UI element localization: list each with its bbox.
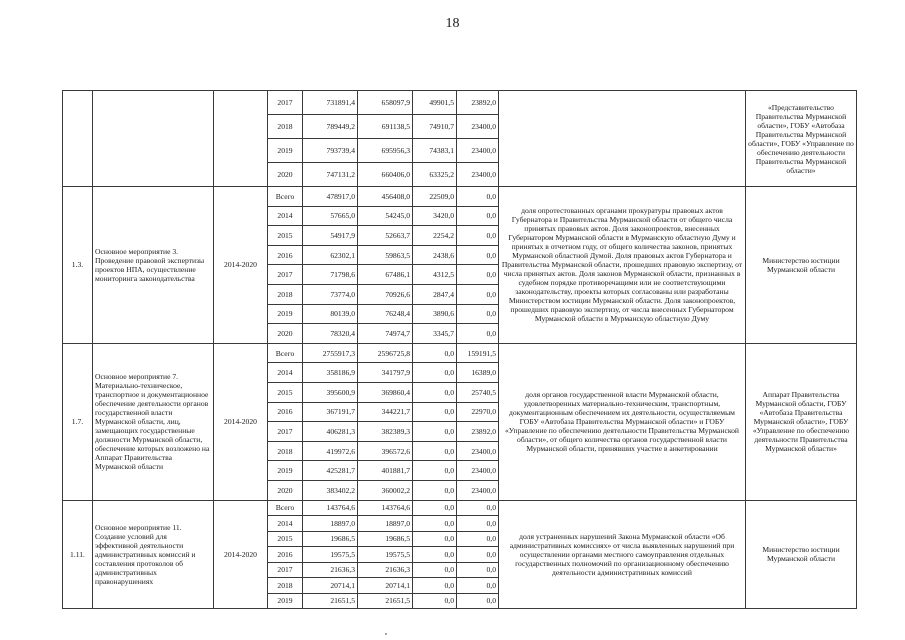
year-cell: 2017	[268, 562, 303, 578]
other-sources-cell: 0,0	[457, 593, 499, 609]
federal-budget-cell: 0,0	[413, 343, 457, 363]
other-sources-cell: 23892,0	[457, 422, 499, 442]
federal-budget-cell: 2438,6	[413, 245, 457, 265]
indicator-cell: доля устраненных нарушений Закона Мурманской области «Об административных комиссиях» от числа выявленных нарушений при осуществлении органами местного самоуправления отдельных государственных полномочий по организационному обеспечению деятельности административных комиссий	[499, 500, 746, 609]
regional-budget-cell: 401881,7	[358, 461, 413, 481]
regional-budget-cell: 2596725,8	[358, 343, 413, 363]
year-cell: 2020	[268, 163, 303, 187]
regional-budget-cell: 691138,5	[358, 115, 413, 139]
year-cell: 2018	[268, 115, 303, 139]
federal-budget-cell: 0,0	[413, 402, 457, 422]
other-sources-cell: 0,0	[457, 265, 499, 285]
year-cell: 2019	[268, 304, 303, 324]
item-number-cell: 1.11.	[63, 500, 93, 609]
federal-budget-cell: 0,0	[413, 441, 457, 461]
regional-budget-cell: 76248,4	[358, 304, 413, 324]
total-cell: 71798,6	[303, 265, 358, 285]
total-cell: 78320,4	[303, 324, 358, 344]
table-row	[63, 91, 857, 115]
other-sources-cell: 0,0	[457, 531, 499, 547]
other-sources-cell: 0,0	[457, 547, 499, 563]
year-cell: 2017	[268, 265, 303, 285]
period-cell: 2014-2020	[214, 343, 268, 500]
federal-budget-cell: 2254,2	[413, 226, 457, 246]
other-sources-cell: 159191,5	[457, 343, 499, 363]
total-cell: 747131,2	[303, 163, 358, 187]
total-cell: 62302,1	[303, 245, 358, 265]
total-cell: 19686,5	[303, 531, 358, 547]
regional-budget-cell: 382389,3	[358, 422, 413, 442]
regional-budget-cell: 341797,9	[358, 363, 413, 383]
indicator-cell	[499, 91, 746, 187]
total-cell: 80139,0	[303, 304, 358, 324]
year-cell: 2018	[268, 441, 303, 461]
federal-budget-cell: 0,0	[413, 593, 457, 609]
regional-budget-cell: 369860,4	[358, 382, 413, 402]
federal-budget-cell: 0,0	[413, 382, 457, 402]
federal-budget-cell: 0,0	[413, 547, 457, 563]
total-cell: 731891,4	[303, 91, 358, 115]
year-cell: 2019	[268, 461, 303, 481]
other-sources-cell: 0,0	[457, 324, 499, 344]
other-sources-cell: 23400,0	[457, 139, 499, 163]
year-cell: 2017	[268, 422, 303, 442]
federal-budget-cell: 0,0	[413, 480, 457, 500]
regional-budget-cell: 396572,6	[358, 441, 413, 461]
year-cell: 2016	[268, 245, 303, 265]
regional-budget-cell: 19686,5	[358, 531, 413, 547]
regional-budget-cell: 67486,1	[358, 265, 413, 285]
scan-speck	[385, 633, 387, 635]
regional-budget-cell: 52663,7	[358, 226, 413, 246]
other-sources-cell: 0,0	[457, 206, 499, 226]
year-cell: 2016	[268, 547, 303, 563]
other-sources-cell: 23400,0	[457, 441, 499, 461]
federal-budget-cell: 3345,7	[413, 324, 457, 344]
year-cell: 2018	[268, 284, 303, 304]
other-sources-cell: 0,0	[457, 500, 499, 516]
executor-cell: Министерство юстиции Мурманской области	[746, 187, 857, 344]
federal-budget-cell: 4312,5	[413, 265, 457, 285]
period-cell: 2014-2020	[214, 187, 268, 344]
year-cell: Всего	[268, 343, 303, 363]
total-cell: 19575,5	[303, 547, 358, 563]
activity-name-cell: Основное мероприятие 3. Проведение правовой экспертизы проектов НПА, осуществление мониторинга законодательства	[93, 187, 214, 344]
year-cell: 2014	[268, 363, 303, 383]
total-cell: 383402,2	[303, 480, 358, 500]
item-number-cell: 1.3.	[63, 187, 93, 344]
regional-budget-cell: 344221,7	[358, 402, 413, 422]
indicator-cell: доля органов государственной власти Мурманской области, удовлетворенных материально-техническим, транспортным, документационным обеспечением их деятельности, осуществляемым ГОБУ «Автобаза Правительства Мурманской области» и ГОБУ «Управление по обеспечению деятельности Правительства Мурманской области», от общего количества органов государственной власти Мурманской области, принявших участие в анкетировании	[499, 343, 746, 500]
total-cell: 143764,6	[303, 500, 358, 516]
total-cell: 21651,5	[303, 593, 358, 609]
federal-budget-cell: 63325,2	[413, 163, 457, 187]
item-number-cell: 1.7.	[63, 343, 93, 500]
total-cell: 406281,3	[303, 422, 358, 442]
regional-budget-cell: 59863,5	[358, 245, 413, 265]
other-sources-cell: 0,0	[457, 226, 499, 246]
regional-budget-cell: 658097,9	[358, 91, 413, 115]
activity-name-cell	[93, 91, 214, 187]
other-sources-cell: 0,0	[457, 516, 499, 532]
other-sources-cell: 0,0	[457, 562, 499, 578]
other-sources-cell: 0,0	[457, 245, 499, 265]
other-sources-cell: 23400,0	[457, 115, 499, 139]
year-cell: 2020	[268, 324, 303, 344]
executor-cell: Министерство юстиции Мурманской области	[746, 500, 857, 609]
regional-budget-cell: 21636,3	[358, 562, 413, 578]
total-cell: 395600,9	[303, 382, 358, 402]
regional-budget-cell: 456408,0	[358, 187, 413, 207]
other-sources-cell: 22970,0	[457, 402, 499, 422]
federal-budget-cell: 74910,7	[413, 115, 457, 139]
federal-budget-cell: 0,0	[413, 461, 457, 481]
year-cell: Всего	[268, 500, 303, 516]
year-cell: 2019	[268, 593, 303, 609]
year-cell: 2017	[268, 91, 303, 115]
other-sources-cell: 23400,0	[457, 480, 499, 500]
executor-cell: Аппарат Правительства Мурманской области, ГОБУ «Автобаза Правительства Мурманской области», ГОБУ «Управление по обеспечению деятельности Правительства Мурманской области»	[746, 343, 857, 500]
federal-budget-cell: 74383,1	[413, 139, 457, 163]
table-row	[63, 500, 857, 516]
federal-budget-cell: 0,0	[413, 562, 457, 578]
federal-budget-cell: 0,0	[413, 516, 457, 532]
federal-budget-cell: 0,0	[413, 422, 457, 442]
period-cell	[214, 91, 268, 187]
total-cell: 478917,0	[303, 187, 358, 207]
regional-budget-cell: 70926,6	[358, 284, 413, 304]
period-cell: 2014-2020	[214, 500, 268, 609]
federal-budget-cell: 49901,5	[413, 91, 457, 115]
table-row	[63, 187, 857, 207]
program-activities-table	[62, 90, 857, 609]
year-cell: 2015	[268, 226, 303, 246]
executor-cell: «Представительство Правительства Мурманской области», ГОБУ «Автобаза Правительства Мурманской области», ГОБУ «Управление по обеспечению деятельности Правительства Мурманской области»	[746, 91, 857, 187]
other-sources-cell: 0,0	[457, 578, 499, 594]
federal-budget-cell: 0,0	[413, 363, 457, 383]
table-row	[63, 343, 857, 363]
year-cell: Всего	[268, 187, 303, 207]
indicator-cell: доля опротестованных органами прокуратуры правовых актов Губернатора и Правительства Мурманской области от общего числа принятых правовых актов. Доля законопроектов, внесенных Губернатором Мурманской области в Мурманскую областную Думу и принятых в отчетном году, от общего количества законов, принятых Мурманской областной Думой. Доля правовых актов Губернатора и Правительства Мурманской области, прошедших правовую экспертизу, от числа принятых актов. Доля законов Мурманской области, признанных в судебном порядке противоречащими или не соответствующими законодательству, проекты которых согласованы или разработаны Министерством юстиции Мурманской области. Доля законопроектов, прошедших правовую экспертизу, от числа внесенных Губернатором Мурманской области в Мурманскую областную Думу	[499, 187, 746, 344]
federal-budget-cell: 2847,4	[413, 284, 457, 304]
other-sources-cell: 23892,0	[457, 91, 499, 115]
page-number: 18	[445, 16, 460, 31]
other-sources-cell: 0,0	[457, 304, 499, 324]
federal-budget-cell: 0,0	[413, 531, 457, 547]
total-cell: 789449,2	[303, 115, 358, 139]
year-cell: 2015	[268, 531, 303, 547]
regional-budget-cell: 660406,0	[358, 163, 413, 187]
total-cell: 367191,7	[303, 402, 358, 422]
year-cell: 2016	[268, 402, 303, 422]
regional-budget-cell: 20714,1	[358, 578, 413, 594]
other-sources-cell: 0,0	[457, 187, 499, 207]
total-cell: 793739,4	[303, 139, 358, 163]
regional-budget-cell: 360002,2	[358, 480, 413, 500]
other-sources-cell: 0,0	[457, 284, 499, 304]
activity-name-cell: Основное мероприятие 7. Материально-техническое, транспортное и документационное обеспечение деятельности органов государственной власти Мурманской области, лиц, замещающих государственные должности Мурманской области, обеспечение которых возложено на Аппарат Правительства Мурманской области	[93, 343, 214, 500]
regional-budget-cell: 19575,5	[358, 547, 413, 563]
regional-budget-cell: 18897,0	[358, 516, 413, 532]
total-cell: 425281,7	[303, 461, 358, 481]
year-cell: 2020	[268, 480, 303, 500]
item-number-cell	[63, 91, 93, 187]
federal-budget-cell: 3890,6	[413, 304, 457, 324]
year-cell: 2015	[268, 382, 303, 402]
total-cell: 358186,9	[303, 363, 358, 383]
regional-budget-cell: 143764,6	[358, 500, 413, 516]
other-sources-cell: 23400,0	[457, 461, 499, 481]
regional-budget-cell: 695956,3	[358, 139, 413, 163]
activity-name-cell: Основное мероприятие 11. Создание условий для эффективной деятельности административных комиссий и составления протоколов об административных правонарушениях	[93, 500, 214, 609]
year-cell: 2014	[268, 206, 303, 226]
federal-budget-cell: 3420,0	[413, 206, 457, 226]
total-cell: 419972,6	[303, 441, 358, 461]
total-cell: 54917,9	[303, 226, 358, 246]
total-cell: 21636,3	[303, 562, 358, 578]
total-cell: 73774,0	[303, 284, 358, 304]
regional-budget-cell: 21651,5	[358, 593, 413, 609]
federal-budget-cell: 0,0	[413, 500, 457, 516]
total-cell: 18897,0	[303, 516, 358, 532]
year-cell: 2018	[268, 578, 303, 594]
year-cell: 2019	[268, 139, 303, 163]
regional-budget-cell: 74974,7	[358, 324, 413, 344]
other-sources-cell: 25740,5	[457, 382, 499, 402]
federal-budget-cell: 0,0	[413, 578, 457, 594]
total-cell: 57665,0	[303, 206, 358, 226]
total-cell: 2755917,3	[303, 343, 358, 363]
other-sources-cell: 23400,0	[457, 163, 499, 187]
total-cell: 20714,1	[303, 578, 358, 594]
federal-budget-cell: 22509,0	[413, 187, 457, 207]
other-sources-cell: 16389,0	[457, 363, 499, 383]
regional-budget-cell: 54245,0	[358, 206, 413, 226]
year-cell: 2014	[268, 516, 303, 532]
